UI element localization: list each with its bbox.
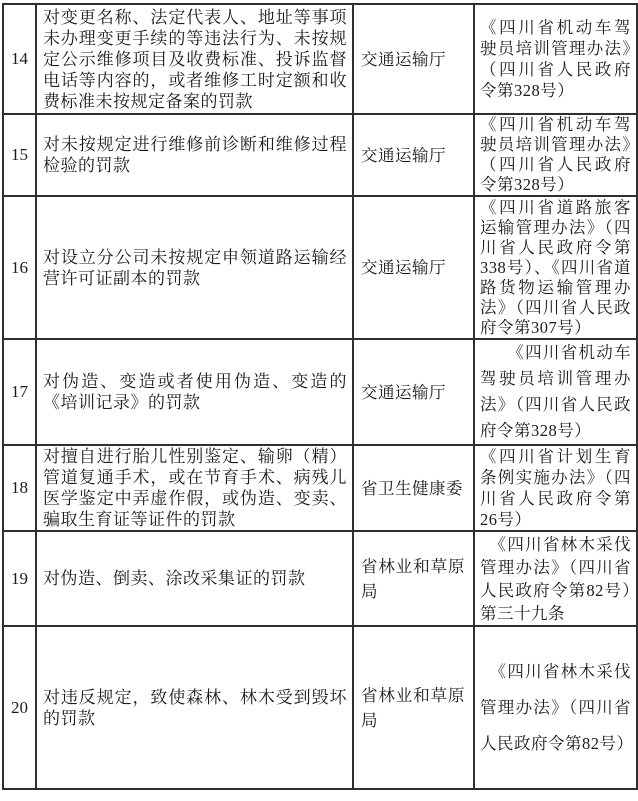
- violation-desc-cell: 对伪造、倒卖、涂改采集证的罚款: [36, 531, 353, 626]
- table-row: [3, 114, 637, 196]
- violation-desc-cell: 对伪造、变造或者使用伪造、变造的《培训记录》的罚款: [36, 339, 353, 445]
- violation-desc-cell: 对擅自进行胎儿性别鉴定、输卵（精）管道复通手术，或在节育手术、病残儿医学鉴定中弄虚作假，或伪造、变卖、骗取生育证等证件的罚款: [36, 445, 353, 531]
- department-cell: 省林业和草原局: [353, 531, 474, 626]
- table-row: [3, 531, 637, 626]
- department-cell: 交通运输厅: [353, 114, 474, 196]
- department-cell: 交通运输厅: [353, 4, 474, 114]
- legal-basis-cell: 《四川省机动车驾驶员培训管理办法》（四川省人民政府令第328号）: [474, 4, 637, 114]
- violation-desc-cell: 对违反规定，致使森林、林木受到毁坏的罚款: [36, 626, 353, 789]
- penalty-table-body: [3, 4, 637, 789]
- row-number-cell: 14: [3, 4, 36, 114]
- penalty-table: [2, 3, 638, 790]
- violation-desc-cell: 对未按规定进行维修前诊断和维修过程检验的罚款: [36, 114, 353, 196]
- violation-desc-cell: 对设立分公司未按规定申领道路运输经营许可证副本的罚款: [36, 196, 353, 339]
- department-cell: 交通运输厅: [353, 339, 474, 445]
- table-row: [3, 339, 637, 445]
- department-cell: 省林业和草原局: [353, 626, 474, 789]
- row-number-cell: 16: [3, 196, 36, 339]
- legal-basis-cell: 《四川省道路旅客运输管理办法》（四川省人民政府令第338号）、《四川省道路货物运输管理办法》（四川省人民政府令第307号）: [474, 196, 637, 339]
- row-number-cell: 19: [3, 531, 36, 626]
- violation-desc-cell: 对变更名称、法定代表人、地址等事项未办理变更手续的等违法行为、未按规定公示维修项目及收费标准、投诉监督电话等内容的，或者维修工时定额和收费标准未按规定备案的罚款: [36, 4, 353, 114]
- legal-basis-cell: 《四川省机动车驾驶员培训管理办法》（四川省人民政府令第328号）: [474, 339, 637, 445]
- table-row: [3, 196, 637, 339]
- table-row: [3, 4, 637, 114]
- legal-basis-cell: 《四川省林木采伐管理办法》（四川省人民政府令第82号）第三十九条: [474, 531, 637, 626]
- department-cell: 交通运输厅: [353, 196, 474, 339]
- row-number-cell: 20: [3, 626, 36, 789]
- table-row: [3, 626, 637, 789]
- legal-basis-cell: 《四川省计划生育条例实施办法》（四川省人民政府令第26号）: [474, 445, 637, 531]
- legal-basis-cell: 《四川省机动车驾驶员培训管理办法》（四川省人民政府令第328号）: [474, 114, 637, 196]
- row-number-cell: 18: [3, 445, 36, 531]
- table-row: [3, 445, 637, 531]
- row-number-cell: 15: [3, 114, 36, 196]
- legal-basis-cell: 《四川省林木采伐管理办法》（四川省人民政府令第82号）: [474, 626, 637, 789]
- row-number-cell: 17: [3, 339, 36, 445]
- department-cell: 省卫生健康委: [353, 445, 474, 531]
